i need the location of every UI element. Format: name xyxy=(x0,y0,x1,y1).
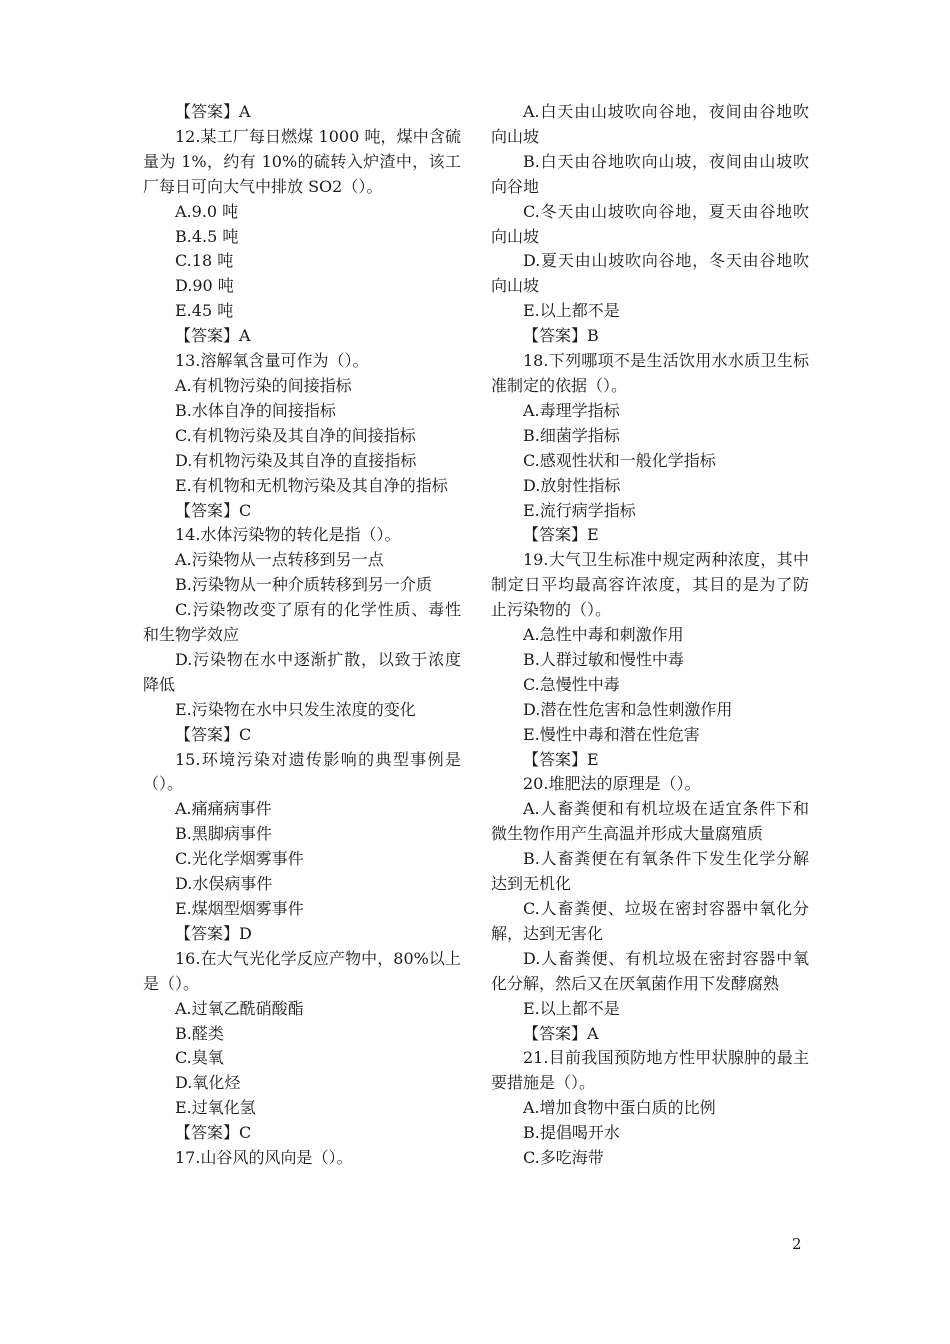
text-line: B.白天由谷地吹向山坡，夜间由山坡吹向谷地 xyxy=(491,151,809,196)
text-line: 21.目前我国预防地方性甲状腺肿的最主要措施是（）。 xyxy=(491,1048,809,1093)
text-line: B.醛类 xyxy=(175,1023,224,1043)
text-line: 【答案】A xyxy=(175,326,251,346)
text-line: D.有机物污染及其自净的直接指标 xyxy=(175,450,417,470)
text-line: D.潜在性危害和急性刺激作用 xyxy=(523,699,733,719)
text-line: C.臭氧 xyxy=(175,1048,224,1068)
text-line: D.氧化烃 xyxy=(175,1073,241,1093)
text-line: E.过氧化氢 xyxy=(175,1098,256,1118)
left-column xyxy=(143,100,461,1171)
text-line: A.有机物污染的间接指标 xyxy=(175,375,352,395)
text-line: A.增加食物中蛋白质的比例 xyxy=(523,1098,716,1118)
text-line: A.人畜粪便和有机垃圾在适宜条件下和微生物作用产生高温并形成大量腐殖质 xyxy=(491,799,809,844)
text-line: 【答案】A xyxy=(175,102,251,121)
text-line: A.污染物从一点转移到另一点 xyxy=(175,550,384,570)
page-number: 2 xyxy=(792,1235,802,1253)
text-line: B.污染物从一种介质转移到另一介质 xyxy=(175,575,432,595)
text-line: C.感观性状和一般化学指标 xyxy=(523,450,716,470)
text-line: B.黑脚病事件 xyxy=(175,824,272,844)
text-line: D.90 吨 xyxy=(175,276,234,296)
text-line: 【答案】C xyxy=(175,724,252,744)
text-line: E.流行病学指标 xyxy=(523,500,636,520)
text-line: E.以上都不是 xyxy=(523,998,620,1018)
text-line: 【答案】D xyxy=(175,923,252,943)
text-line: E.有机物和无机物污染及其自净的指标 xyxy=(175,475,448,495)
text-line: C.污染物改变了原有的化学性质、毒性和生物学效应 xyxy=(143,600,461,645)
text-line: 18.下列哪项不是生活饮用水水质卫生标准制定的依据（）。 xyxy=(491,351,809,395)
text-line: C.人畜粪便、垃圾在密封容器中氧化分解，达到无害化 xyxy=(491,899,809,943)
text-line: E.煤烟型烟雾事件 xyxy=(175,899,304,918)
text-line: C.18 吨 xyxy=(175,251,234,271)
text-line: 【答案】C xyxy=(175,500,252,520)
text-line: D.放射性指标 xyxy=(523,475,621,495)
text-line: C.有机物污染及其自净的间接指标 xyxy=(175,425,416,445)
text-line: A.9.0 吨 xyxy=(175,201,239,221)
text-line: 20.堆肥法的原理是（）。 xyxy=(523,774,701,794)
right-column xyxy=(491,100,809,1171)
text-line: 19.大气卫生标准中规定两种浓度，其中制定日平均最高容许浓度，其目的是为了防止污染物的（）。 xyxy=(491,550,809,620)
text-line: B.4.5 吨 xyxy=(175,226,239,246)
text-line: C.光化学烟雾事件 xyxy=(175,849,304,869)
text-line: E.45 吨 xyxy=(175,301,234,321)
text-line: 15.环境污染对遗传影响的典型事例是（）。 xyxy=(143,749,461,794)
text-line: A.毒理学指标 xyxy=(523,400,620,420)
text-line: A.过氧乙酰硝酸酯 xyxy=(175,998,304,1018)
text-line: 【答案】E xyxy=(523,525,599,545)
text-line: A.急性中毒和刺激作用 xyxy=(523,625,684,645)
text-line: 【答案】B xyxy=(523,326,599,346)
text-line: 【答案】C xyxy=(175,1123,252,1143)
text-line: E.以上都不是 xyxy=(523,301,620,321)
text-line: B.提倡喝开水 xyxy=(523,1123,620,1143)
text-line: A.白天由山坡吹向谷地，夜间由谷地吹向山坡 xyxy=(491,102,809,146)
text-line: 【答案】E xyxy=(523,749,599,769)
text-line: C.冬天由山坡吹向谷地，夏天由谷地吹向山坡 xyxy=(491,201,809,246)
text-line: D.污染物在水中逐渐扩散，以致于浓度降低 xyxy=(143,649,461,694)
text-line: E.慢性中毒和潜在性危害 xyxy=(523,724,700,744)
text-line: 14.水体污染物的转化是指（）。 xyxy=(175,525,401,545)
text-line: 【答案】A xyxy=(523,1023,599,1043)
text-line: B.细菌学指标 xyxy=(523,425,620,445)
text-line: D.人畜粪便、有机垃圾在密封容器中氧化分解，然后又在厌氧菌作用下发酵腐熟 xyxy=(491,948,809,993)
text-line: D.水俣病事件 xyxy=(175,874,273,894)
text-line: 13.溶解氧含量可作为（）。 xyxy=(175,351,369,371)
text-line: C.急慢性中毒 xyxy=(523,674,620,694)
text-line: B.人群过敏和慢性中毒 xyxy=(523,649,684,669)
text-line: E.污染物在水中只发生浓度的变化 xyxy=(175,699,416,719)
text-line: A.痛痛病事件 xyxy=(175,799,272,819)
text-line: 12.某工厂每日燃煤 1000 吨，煤中含硫量为 1%，约有 10%的硫转入炉渣中，该工厂每日可向大气中排放 SO2（）。 xyxy=(143,126,461,196)
text-line: B.水体自净的间接指标 xyxy=(175,400,336,420)
text-line: D.夏天由山坡吹向谷地，冬天由谷地吹向山坡 xyxy=(491,251,809,296)
text-line: 16.在大气光化学反应产物中，80%以上是（）。 xyxy=(143,948,461,993)
text-line: 17.山谷风的风向是（）。 xyxy=(175,1148,353,1168)
text-line: C.多吃海带 xyxy=(523,1148,604,1168)
text-line: B.人畜粪便在有氧条件下发生化学分解达到无机化 xyxy=(491,849,809,894)
